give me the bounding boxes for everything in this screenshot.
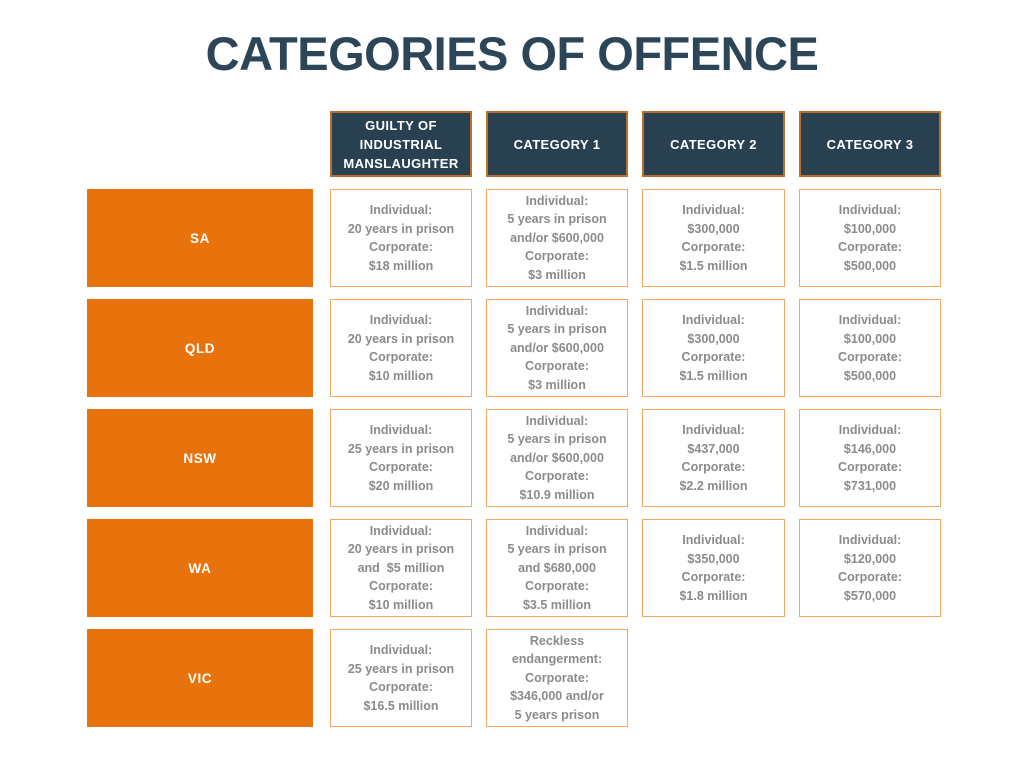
row-label-qld: QLD [87, 299, 313, 397]
cell-sa-category2: Individual: $300,000 Corporate: $1.5 million [642, 189, 785, 287]
row-label-vic: VIC [87, 629, 313, 727]
cell-nsw-category1: Individual: 5 years in prison and/or $600,000 Corporate: $10.9 million [486, 409, 628, 507]
row-label-sa: SA [87, 189, 313, 287]
cell-wa-category3: Individual: $120,000 Corporate: $570,000 [799, 519, 941, 617]
column-header-category-3: CATEGORY 3 [799, 111, 941, 177]
header-spacer [87, 111, 316, 177]
offence-table [87, 111, 941, 727]
cell-sa-category1: Individual: 5 years in prison and/or $600,000 Corporate: $3 million [486, 189, 628, 287]
cell-qld-manslaughter: Individual: 20 years in prison Corporate: $10 million [330, 299, 472, 397]
cell-wa-category2: Individual: $350,000 Corporate: $1.8 million [642, 519, 785, 617]
cell-vic-manslaughter: Individual: 25 years in prison Corporate: $16.5 million [330, 629, 472, 727]
cell-qld-category1: Individual: 5 years in prison and/or $600,000 Corporate: $3 million [486, 299, 628, 397]
row-label-nsw: NSW [87, 409, 313, 507]
column-header-industrial-manslaughter: GUILTY OF INDUSTRIAL MANSLAUGHTER [330, 111, 472, 177]
row-label-wa: WA [87, 519, 313, 617]
cell-wa-category1: Individual: 5 years in prison and $680,000 Corporate: $3.5 million [486, 519, 628, 617]
cell-nsw-category3: Individual: $146,000 Corporate: $731,000 [799, 409, 941, 507]
cell-sa-category3: Individual: $100,000 Corporate: $500,000 [799, 189, 941, 287]
page-title: CATEGORIES OF OFFENCE [205, 27, 819, 80]
cell-qld-category3: Individual: $100,000 Corporate: $500,000 [799, 299, 941, 397]
cell-qld-category2: Individual: $300,000 Corporate: $1.5 million [642, 299, 785, 397]
column-header-category-1: CATEGORY 1 [486, 111, 628, 177]
cell-sa-manslaughter: Individual: 20 years in prison Corporate: $18 million [330, 189, 472, 287]
cell-vic-category2-empty [642, 629, 785, 727]
column-header-category-2: CATEGORY 2 [642, 111, 785, 177]
cell-vic-category1: Reckless endangerment: Corporate: $346,000 and/or 5 years prison [486, 629, 628, 727]
cell-nsw-manslaughter: Individual: 25 years in prison Corporate: $20 million [330, 409, 472, 507]
cell-vic-category3-empty [799, 629, 941, 727]
cell-wa-manslaughter: Individual: 20 years in prison and $5 million Corporate: $10 million [330, 519, 472, 617]
cell-nsw-category2: Individual: $437,000 Corporate: $2.2 million [642, 409, 785, 507]
